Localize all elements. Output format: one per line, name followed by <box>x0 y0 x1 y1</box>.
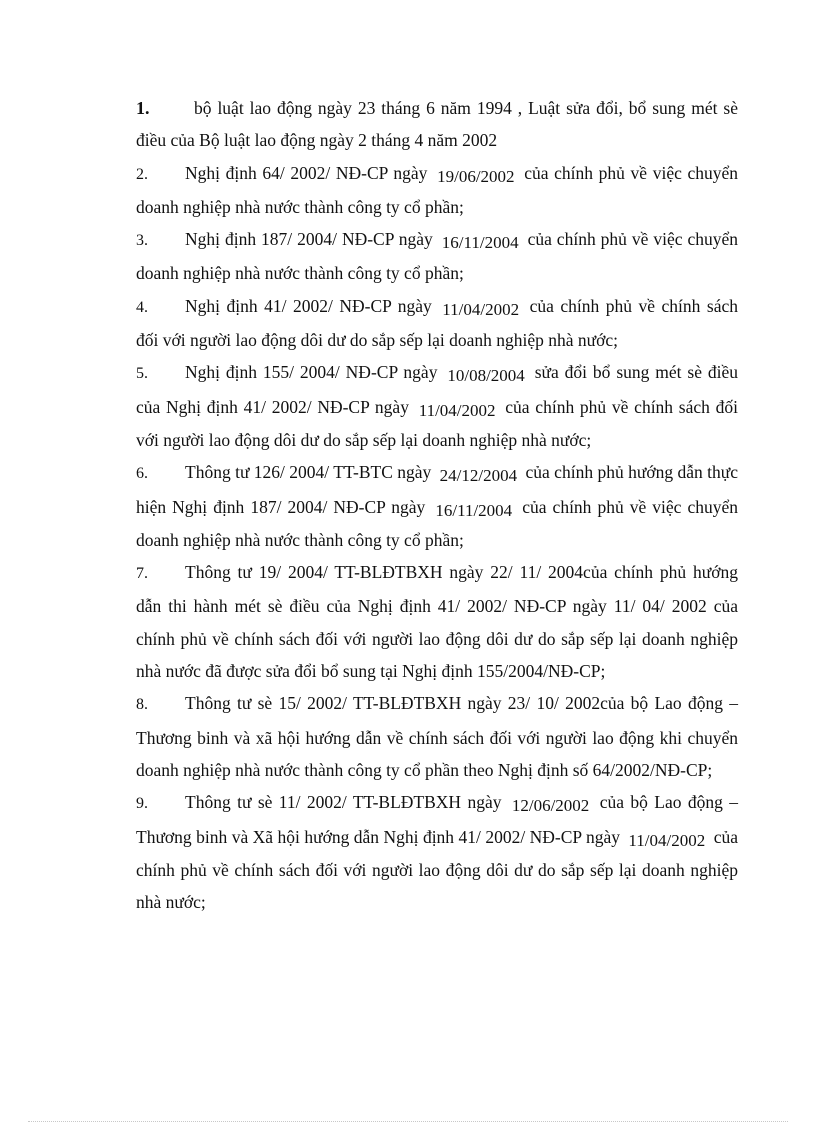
issue-date: 24/12/2004 <box>439 466 518 486</box>
item-number: 6. <box>136 465 148 483</box>
page-bottom-divider <box>28 1121 788 1122</box>
issue-date: 10/08/2004 <box>447 366 525 386</box>
item-text: Nghị định 41/ 2002/ NĐ-CP ngày <box>185 295 432 316</box>
item-number: 5. <box>136 365 148 383</box>
item-text: Nghị định 64/ 2002/ NĐ-CP ngày <box>185 162 428 183</box>
item-number: 9. <box>136 795 148 813</box>
item-text: của chính phủ về việc chuyển doanh nghiệp nhà nước thành công ty cổ phần; <box>136 496 739 550</box>
item-number: 3. <box>136 232 148 250</box>
item-number: 7. <box>136 565 148 583</box>
item-text: của chính phủ về chính sách đối với người lao động dôi dư do sắp sếp lại doanh nghiệp nhà nước; <box>136 826 738 913</box>
item-text: Thông tư 126/ 2004/ TT-BTC ngày <box>185 462 432 483</box>
item-number: 4. <box>136 298 148 316</box>
item-text: bộ luật lao động ngày 23 tháng 6 năm 1994 , Luật sửa đổi, bổ sung mét sè điều của Bộ luật lao động ngày 2 tháng 4 năm 2002 <box>136 98 738 151</box>
list-item <box>136 157 738 224</box>
item-text: Nghị định 155/ 2004/ NĐ-CP ngày <box>185 362 438 383</box>
item-text: của chính phủ hướng dẫn thực hiện Nghị định 187/ 2004/ NĐ-CP ngày <box>136 462 738 517</box>
item-text: của bộ Lao động – Thương binh và Xã hội hướng dẫn Nghị định 41/ 2002/ NĐ-CP ngày <box>136 792 738 847</box>
issue-date: 11/04/2002 <box>628 830 706 850</box>
issue-date: 12/06/2002 <box>511 796 590 816</box>
list-item <box>136 456 738 556</box>
issue-date: 11/04/2002 <box>418 400 496 420</box>
item-number: 8. <box>136 696 148 714</box>
item-text: của chính phủ về chính sách đối với người lao động dôi dư do sắp sếp lại doanh nghiệp nhà nước; <box>136 295 739 351</box>
legal-basis-list <box>136 92 738 918</box>
list-item <box>136 687 738 786</box>
list-item <box>136 556 738 687</box>
item-text: Thông tư sè 11/ 2002/ TT-BLĐTBXH ngày <box>185 792 502 813</box>
item-text: của chính phủ về chính sách đối với người lao động dôi dư do sắp sếp lại doanh nghiệp nhà nước; <box>136 396 739 450</box>
item-text: của chính phủ về việc chuyển doanh nghiệp nhà nước thành công ty cổ phần; <box>136 229 738 284</box>
issue-date: 11/04/2002 <box>442 299 520 319</box>
item-text: của chính phủ về việc chuyển doanh nghiệp nhà nước thành công ty cổ phần; <box>136 162 739 217</box>
issue-date: 19/06/2002 <box>437 166 515 186</box>
item-text: Thông tư sè 15/ 2002/ TT-BLĐTBXH ngày 23/ 10/ 2002của bộ Lao động – Thương binh và xã hội hướng dẫn về chính sách đối với người lao động khi chuyển doanh nghiệp nhà nước thành công ty cổ phần theo Nghị định số 64/2002/NĐ-CP; <box>136 693 738 780</box>
issue-date: 16/11/2004 <box>441 233 519 253</box>
item-text: Thông tư 19/ 2004/ TT-BLĐTBXH ngày 22/ 11/ 2004của chính phủ hướng dẫn thi hành mét sè điều của Nghị định 41/ 2002/ NĐ-CP ngày 11/ 04/ 2002 của chính phủ về chính sách đối với người lao động dôi dư do sắp sếp lại doanh nghiệp nhà nước đã được sửa đổi bổ sung tại Nghị định 155/2004/NĐ-CP; <box>136 562 738 682</box>
list-item <box>136 786 738 918</box>
list-item <box>136 92 738 157</box>
item-text: Nghị định 187/ 2004/ NĐ-CP ngày <box>185 229 433 250</box>
item-text: sửa đổi bổ sung mét sè điều của Nghị định 41/ 2002/ NĐ-CP ngày <box>136 362 739 417</box>
list-item <box>136 290 738 357</box>
item-number: 1. <box>136 98 150 118</box>
list-item <box>136 356 738 456</box>
list-item <box>136 223 738 290</box>
issue-date: 16/11/2004 <box>435 500 513 520</box>
item-number: 2. <box>136 165 148 183</box>
